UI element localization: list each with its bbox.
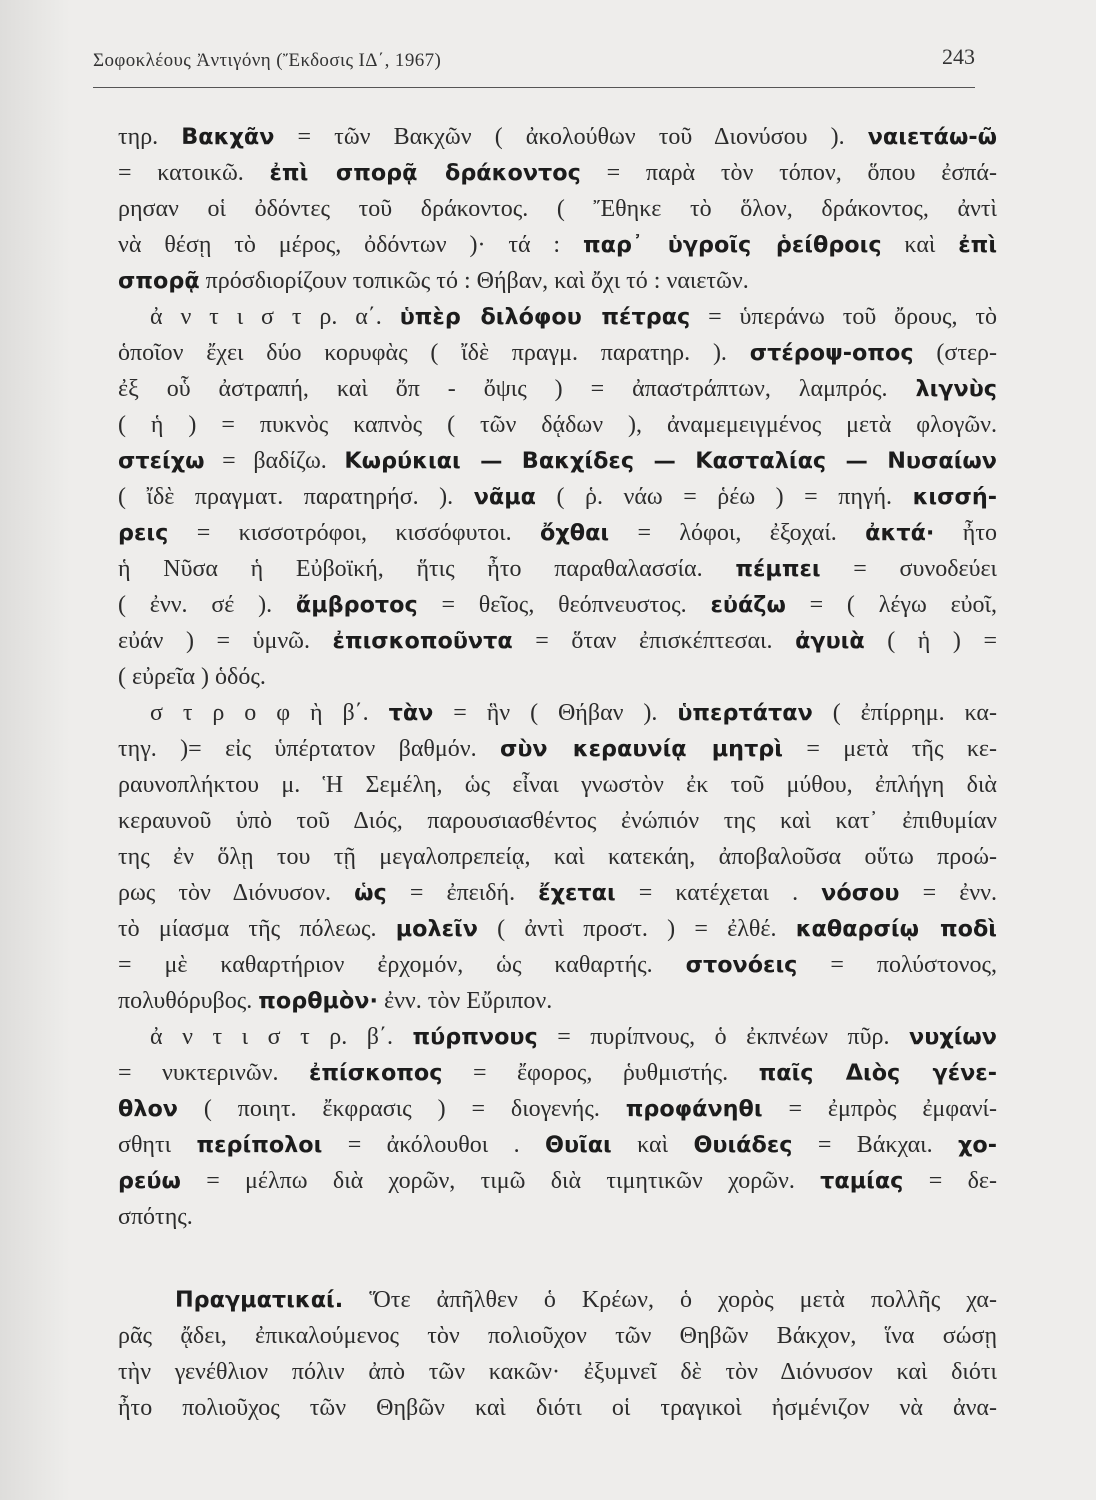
line-content <box>118 1390 997 1426</box>
line-content <box>118 767 997 803</box>
gloss-text: καὶ <box>881 232 959 258</box>
lemma-term: πορθμὸν· <box>258 988 378 1014</box>
running-header <box>93 40 975 88</box>
gloss-text: = ἔφορος, ῥυθμιστής. <box>442 1060 759 1086</box>
gloss-text: = συνοδεύει <box>820 556 997 582</box>
gloss-text: = πολύστονος, <box>797 952 997 978</box>
lemma-term: ἐπὶ σπορᾷ δράκοντος <box>269 160 581 186</box>
text-line <box>118 371 998 407</box>
page-edge-shadow <box>0 0 70 1500</box>
gloss-text: ἀ ν τ ι σ τ ρ. α΄. <box>150 304 400 330</box>
line-content <box>118 803 997 839</box>
lemma-term: ἐπίσκοπος <box>308 1060 443 1086</box>
gloss-text: νὰ θέσῃ τὸ μέρος, ὀδόντων )· τά : <box>118 232 583 258</box>
lemma-term: στέροψ-οπος <box>749 340 914 366</box>
lemma-term: εὐάζω <box>710 592 786 618</box>
lemma-term: χο- <box>958 1132 997 1158</box>
lemma-term: ἐπὶ <box>958 232 998 258</box>
gloss-text: τὴν γενέθλιον πόλιν ἀπὸ τῶν κακῶν· ἐξυμνεῖ δὲ τὸν Διόνυσον καὶ διότι <box>118 1359 997 1385</box>
header-rule <box>93 87 975 88</box>
gloss-text: τηρ. <box>118 124 182 150</box>
text-line <box>118 479 998 515</box>
text-line <box>118 119 998 155</box>
line-content <box>118 659 266 695</box>
text-line <box>118 191 998 227</box>
line-content <box>118 911 997 947</box>
lemma-term: ὑπερτάταν <box>677 700 813 726</box>
lemma-term: ρεις <box>118 520 169 546</box>
text-line <box>118 227 998 263</box>
lemma-term: καθαρσίῳ ποδὶ <box>795 916 997 942</box>
text-line <box>118 731 998 767</box>
lemma-term: Βακχᾶν <box>181 124 275 150</box>
gloss-text: ἦτο <box>934 520 997 546</box>
text-line <box>118 1199 998 1235</box>
line-content <box>118 1163 997 1199</box>
gloss-text: ρως τὸν Διόνυσον. <box>118 880 355 906</box>
lemma-term: στονόεις <box>685 952 798 978</box>
lemma-term: ναιετάω-ῶ <box>867 124 997 150</box>
gloss-text: = δε- <box>903 1168 997 1194</box>
gloss-text: = ἐμπρὸς ἐμφανί- <box>762 1096 998 1122</box>
line-content <box>118 839 997 875</box>
gloss-text: = πυρίπνους, ὁ ἐκπνέων πῦρ. <box>537 1024 910 1050</box>
gloss-text: = ἐπειδή. <box>386 880 539 906</box>
lemma-term: ταμίας <box>820 1168 904 1194</box>
gloss-text: = μέλπω διὰ χορῶν, τιμῶ διὰ τιμητικῶν χορῶν. <box>180 1168 821 1194</box>
lemma-term: θλον <box>118 1096 178 1122</box>
gloss-text: = κισσοτρόφοι, κισσόφυτοι. <box>168 520 541 546</box>
line-content <box>118 1055 997 1091</box>
text-line <box>118 299 998 335</box>
text-line <box>118 515 998 551</box>
gloss-text: ρᾶς ᾄδει, ἐπικαλούμενος τὸν πολιοῦχον τῶν Θηβῶν Βάκχον, ἵνα σώσῃ <box>118 1323 997 1349</box>
lemma-term: πύρπνους <box>412 1024 538 1050</box>
lemma-term: νυχίων <box>909 1024 997 1050</box>
text-line <box>118 659 998 695</box>
gloss-text: κεραυνοῦ ὑπὸ τοῦ Διός, παρουσιασθέντος ἐνώπιόν της καὶ κατ᾽ ἐπιθυμίαν <box>118 808 997 834</box>
gloss-text: = ( λέγω εὐοῖ, <box>785 592 998 618</box>
lemma-term: ἄμβροτος <box>295 592 418 618</box>
gloss-text: ( ἡ ) = πυκνὸς καπνὸς ( τῶν δᾴδων ), ἀναμεμειγμένος μετὰ φλογῶν. <box>118 412 997 438</box>
gloss-text: = ὑπεράνω τοῦ ὄρους, τὸ <box>690 304 997 330</box>
lemma-term: ἀγυιὰ <box>795 628 865 654</box>
line-content <box>118 947 997 983</box>
lemma-term: ἐπισκοποῦντα <box>332 628 513 654</box>
text-line <box>118 947 998 983</box>
gloss-text: εὐάν ) = ὑμνῶ. <box>118 628 333 654</box>
line-content <box>150 695 997 731</box>
gloss-text: ραυνοπλήκτου μ. Ἡ Σεμέλη, ὡς εἶναι γνωστὸν ἐκ τοῦ μύθου, ἐπλήγη διὰ <box>118 772 997 798</box>
lemma-term: παῖς Διὸς γένε- <box>758 1060 997 1086</box>
notes-paragraph <box>118 1282 998 1426</box>
gloss-text: πρόσδιορίζουν τοπικῶς τό : Θήβαν, καὶ ὄχι τό : ναιετῶν. <box>199 268 749 294</box>
text-line <box>118 1091 998 1127</box>
lemma-term: λιγνὺς <box>915 376 997 402</box>
gloss-text: = μὲ καθαρτήριον ἐρχομόν, ὡς καθαρτής. <box>118 952 686 978</box>
lemma-term: μολεῖν <box>395 916 478 942</box>
text-line <box>118 803 998 839</box>
text-line <box>118 875 998 911</box>
lemma-term: ρεύω <box>118 1168 181 1194</box>
line-content <box>118 731 997 767</box>
text-line <box>118 839 998 875</box>
text-line <box>118 1318 998 1354</box>
gloss-text: ἐξ οὗ ἀστραπή, καὶ ὄπ - ὄψις ) = ἀπαστράπτων, λαμπρός. <box>118 376 916 402</box>
glossary-paragraph <box>118 695 998 1019</box>
gloss-text: ( ἐνν. σέ ). <box>118 592 296 618</box>
gloss-text: = λόφοι, ἐξοχαί. <box>609 520 866 546</box>
line-content <box>150 299 997 335</box>
text-line <box>118 1390 998 1426</box>
gloss-text: της ἐν ὅλῃ του τῇ μεγαλοπρεπείᾳ, καὶ κατεκάη, ἀποβαλοῦσα οὕτω προώ- <box>118 844 997 870</box>
lemma-term: Πραγματικαί. <box>175 1287 344 1313</box>
gloss-text: ( ἐπίρρημ. κα- <box>812 700 997 726</box>
gloss-text: = κατέχεται . <box>615 880 822 906</box>
line-content <box>118 371 997 407</box>
text-line <box>118 1055 998 1091</box>
line-content <box>150 1019 997 1055</box>
text-line <box>118 263 998 299</box>
page-number: 243 <box>942 44 975 69</box>
gloss-text: ( ἡ ) = <box>864 628 997 654</box>
lemma-term: σπορᾷ <box>118 268 200 294</box>
glossary-paragraph <box>118 119 998 299</box>
text-line <box>118 1019 998 1055</box>
text-line <box>118 443 998 479</box>
lemma-term: κισσή- <box>912 484 998 510</box>
line-content <box>118 407 997 443</box>
gloss-text: ( ῥ. νάω = ῥέω ) = πηγή. <box>535 484 913 510</box>
lemma-term: σὺν κεραυνίᾳ μητρὶ <box>499 736 783 762</box>
lemma-term: ὡς <box>354 880 387 906</box>
text-line <box>118 155 998 191</box>
glossary-paragraph <box>118 299 998 695</box>
line-content <box>118 479 997 515</box>
text-line <box>118 587 998 623</box>
gloss-text: = τῶν Βακχῶν ( ἀκολούθων τοῦ Διονύσου ). <box>274 124 868 150</box>
running-title: Σοφοκλέους Ἀντιγόνη (Ἔκδοσις ΙΔ΄, 1967) <box>93 50 442 71</box>
lemma-term: Θυιάδες <box>693 1132 793 1158</box>
line-content <box>118 515 997 551</box>
gloss-text: σπότης. <box>118 1204 193 1230</box>
text-line <box>118 767 998 803</box>
gloss-text: = νυκτερινῶν. <box>118 1060 309 1086</box>
text-line <box>118 1354 998 1390</box>
lemma-term: ἀκτά· <box>865 520 935 546</box>
gloss-text: = παρὰ τὸν τόπον, ὅπου ἐσπά- <box>580 160 997 186</box>
text-line <box>118 335 998 371</box>
line-content <box>118 155 997 191</box>
gloss-text: ἀ ν τ ι σ τ ρ. β΄. <box>150 1024 413 1050</box>
line-content <box>118 983 552 1019</box>
line-content <box>118 227 997 263</box>
gloss-text: ( ἴδὲ πραγματ. παρατηρήσ. ). <box>118 484 474 510</box>
gloss-text: = ἀκόλουθοι . <box>322 1132 545 1158</box>
text-line <box>118 695 998 731</box>
line-content <box>118 191 997 227</box>
lemma-term: Θυῖαι <box>545 1132 612 1158</box>
gloss-text: ἦτο πολιοῦχος τῶν Θηβῶν καὶ διότι οἱ τραγικοὶ ἠσμένιζον νὰ ἀνα- <box>118 1395 997 1421</box>
gloss-text: (στερ- <box>913 340 998 366</box>
lemma-term: προφάνηθι <box>625 1096 763 1122</box>
line-content <box>118 1127 997 1163</box>
gloss-text: ( εὐρεῖα ) ὁδός. <box>118 664 266 690</box>
gloss-text: = θεῖος, θεόπνευστος. <box>417 592 711 618</box>
text-line <box>118 551 998 587</box>
text-line <box>118 407 998 443</box>
line-content <box>118 263 749 299</box>
lemma-term: ὄχθαι <box>540 520 610 546</box>
line-content <box>118 623 997 659</box>
lemma-term: στείχω <box>118 448 205 474</box>
lemma-term: Κωρύκιαι — Βακχίδες — Κασταλίας — Νυσαίων <box>344 448 997 474</box>
gloss-text: ὁποῖον ἔχει δύο κορυφὰς ( ἴδὲ πραγμ. παρατηρ. ). <box>118 340 750 366</box>
line-content <box>118 119 997 155</box>
lemma-term: πέμπει <box>735 556 821 582</box>
line-content <box>118 875 997 911</box>
line-content <box>118 1199 193 1235</box>
lemma-term: ἔχεται <box>538 880 616 906</box>
notes-section <box>118 1282 998 1426</box>
line-content <box>118 1091 997 1127</box>
line-content <box>118 1318 997 1354</box>
gloss-text: τὸ μίασμα τῆς πόλεως. <box>118 916 396 942</box>
lemma-term: νόσου <box>821 880 900 906</box>
gloss-text: = μετὰ τῆς κε- <box>782 736 998 762</box>
gloss-text: ( ἀντὶ προστ. ) = ἐλθέ. <box>477 916 796 942</box>
line-content <box>118 335 997 371</box>
text-line <box>118 983 998 1019</box>
text-line <box>118 1282 998 1318</box>
gloss-text: τηγ. )= εἰς ὑπέρτατον βαθμόν. <box>118 736 500 762</box>
lemma-term: τὰν <box>388 700 434 726</box>
gloss-text: σθητι <box>118 1132 197 1158</box>
text-line <box>118 623 998 659</box>
gloss-text: Ὅτε ἀπῆλθεν ὁ Κρέων, ὁ χορὸς μετὰ πολλῆς χα- <box>343 1287 997 1313</box>
gloss-text: ρησαν οἱ ὀδόντες τοῦ δράκοντος. ( Ἔθηκε τὸ ὅλον, δράκοντος, ἀντὶ <box>118 196 997 222</box>
glossary-section <box>118 119 998 1235</box>
gloss-text: = βαδίζω. <box>204 448 345 474</box>
line-content <box>118 1354 997 1390</box>
gloss-text: καὶ <box>611 1132 694 1158</box>
text-line <box>118 911 998 947</box>
gloss-text: = ὅταν ἐπισκέπτεσαι. <box>512 628 796 654</box>
gloss-text: = κατοικῶ. <box>118 160 270 186</box>
lemma-term: ὑπὲρ διλόφου πέτρας <box>399 304 691 330</box>
gloss-text: πολυθόρυβος. <box>118 988 259 1014</box>
lemma-term: περίπολοι <box>196 1132 323 1158</box>
line-content <box>175 1282 997 1318</box>
line-content <box>118 443 997 479</box>
gloss-text: ἡ Νῦσα ἡ Εὐβοϊκή, ἥτις ἦτο παραθαλασσία. <box>118 556 736 582</box>
gloss-text: ἐνν. τὸν Εὔριπον. <box>377 988 553 1014</box>
gloss-text: ( ποιητ. ἔκφρασις ) = διογενής. <box>177 1096 626 1122</box>
gloss-text: = Βάκχαι. <box>792 1132 959 1158</box>
line-content <box>118 587 997 623</box>
lemma-term: νᾶμα <box>473 484 536 510</box>
text-line <box>118 1127 998 1163</box>
lemma-term: παρ᾽ ὑγροῖς ῥείθροις <box>583 232 882 258</box>
glossary-paragraph <box>118 1019 998 1235</box>
gloss-text: = ἐνν. <box>899 880 997 906</box>
gloss-text: σ τ ρ ο φ ὴ β΄. <box>150 700 389 726</box>
line-content <box>118 551 997 587</box>
gloss-text: = ἣν ( Θήβαν ). <box>433 700 678 726</box>
text-line <box>118 1163 998 1199</box>
